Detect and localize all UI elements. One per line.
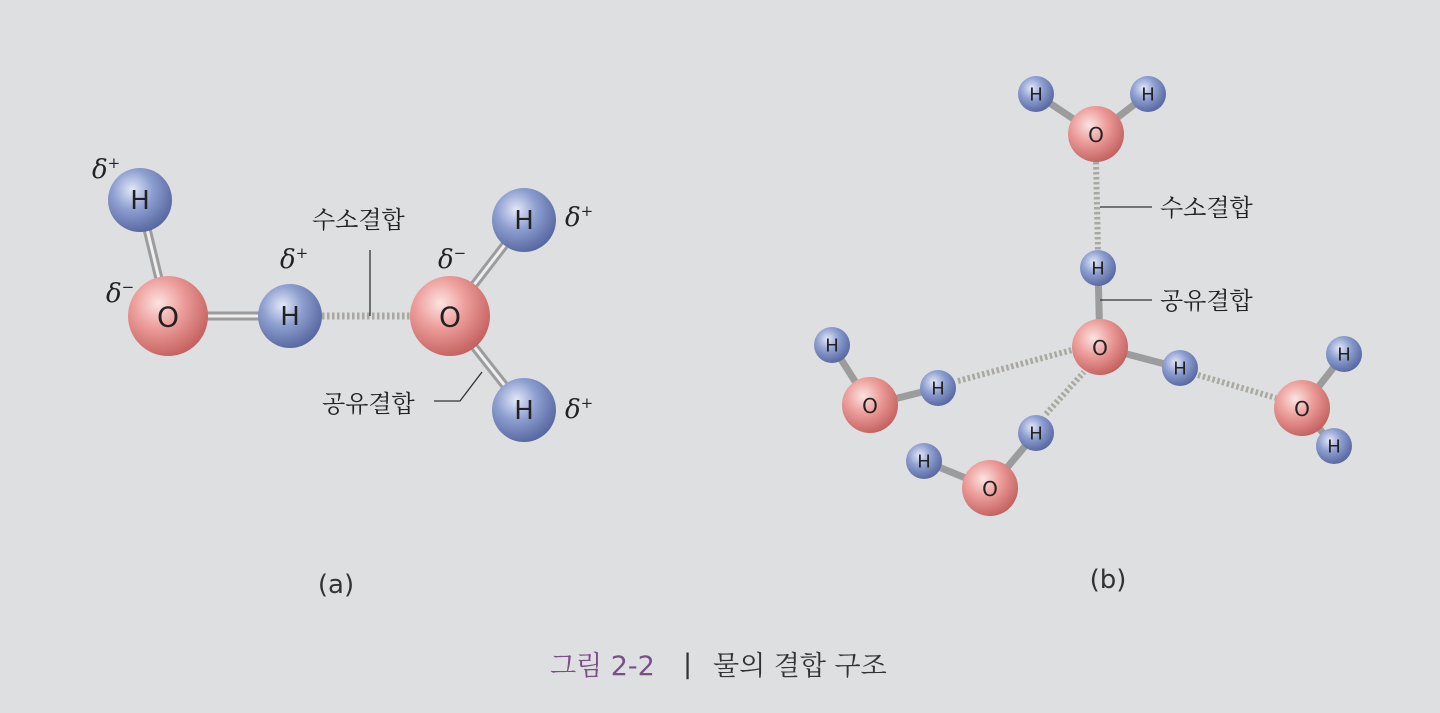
svg-text:O: O [1294,397,1310,421]
subfigure-label-a: (a) [317,570,355,600]
atom-oxygen [410,276,490,356]
atom-oxygen [128,276,208,356]
figure-caption [550,649,887,682]
svg-text:H: H [931,378,945,400]
partial-charge-negative: δ− [438,244,467,275]
atom-hydrogen [1018,76,1054,112]
svg-text:H: H [280,302,300,332]
atom-hydrogen [906,443,942,479]
subfigure-label-b: (b) [1089,565,1127,595]
svg-text:H: H [1173,358,1187,380]
atom-oxygen [1068,106,1124,162]
atom-oxygen [1072,319,1128,375]
svg-text:O: O [862,394,878,418]
atom-hydrogen [1080,250,1116,286]
svg-text:H: H [825,335,839,357]
svg-text:H: H [130,186,150,216]
hydrogen-bond-label: 수소결합 [312,206,405,234]
partial-charge-positive: δ+ [92,154,121,185]
hydrogen-bond-label: 수소결합 [1160,194,1253,222]
svg-text:O: O [1088,123,1104,147]
atom-hydrogen [1130,76,1166,112]
atom-oxygen [962,460,1018,516]
covalent-bond-leader [434,372,482,401]
atom-hydrogen [1316,428,1352,464]
atom-hydrogen [1162,350,1198,386]
svg-text:O: O [438,300,462,334]
atom-hydrogen [258,284,322,348]
svg-text:O: O [1092,336,1108,360]
caption-separator: | [683,649,693,680]
svg-text:H: H [514,206,534,236]
svg-text:H: H [1141,84,1155,106]
covalent-bond-label: 공유결합 [1160,287,1253,315]
svg-text:H: H [1337,344,1351,366]
partial-charge-negative: δ− [106,278,135,309]
partial-charge-positive: δ+ [565,394,594,425]
atom-hydrogen [1018,415,1054,451]
svg-text:H: H [1091,258,1105,280]
partial-charge-positive: δ+ [280,244,309,275]
svg-text:H: H [1327,436,1341,458]
svg-text:O: O [156,300,180,334]
atom-hydrogen [814,327,850,363]
hydrogen-bond [1096,162,1098,250]
atom-hydrogen [492,378,556,442]
atom-hydrogen [492,188,556,252]
atom-oxygen [842,377,898,433]
partial-charge-positive: δ+ [565,202,594,233]
svg-text:H: H [917,451,931,473]
hydrogen-bond [1046,372,1084,414]
atom-hydrogen [920,370,956,406]
hydrogen-bond [958,350,1072,381]
figure-number: 그림 2-2 [550,651,655,682]
svg-text:H: H [1029,84,1043,106]
hydrogen-bond [1198,375,1276,398]
atom-hydrogen [108,168,172,232]
svg-text:H: H [514,396,534,426]
atom-oxygen [1274,380,1330,436]
covalent-bond-label: 공유결합 [322,390,415,418]
svg-text:H: H [1029,423,1043,445]
atom-hydrogen [1326,336,1362,372]
figure-title: 물의 결합 구조 [713,651,887,682]
panel-a [92,154,593,600]
svg-text:O: O [982,477,998,501]
panel-b [814,76,1362,595]
